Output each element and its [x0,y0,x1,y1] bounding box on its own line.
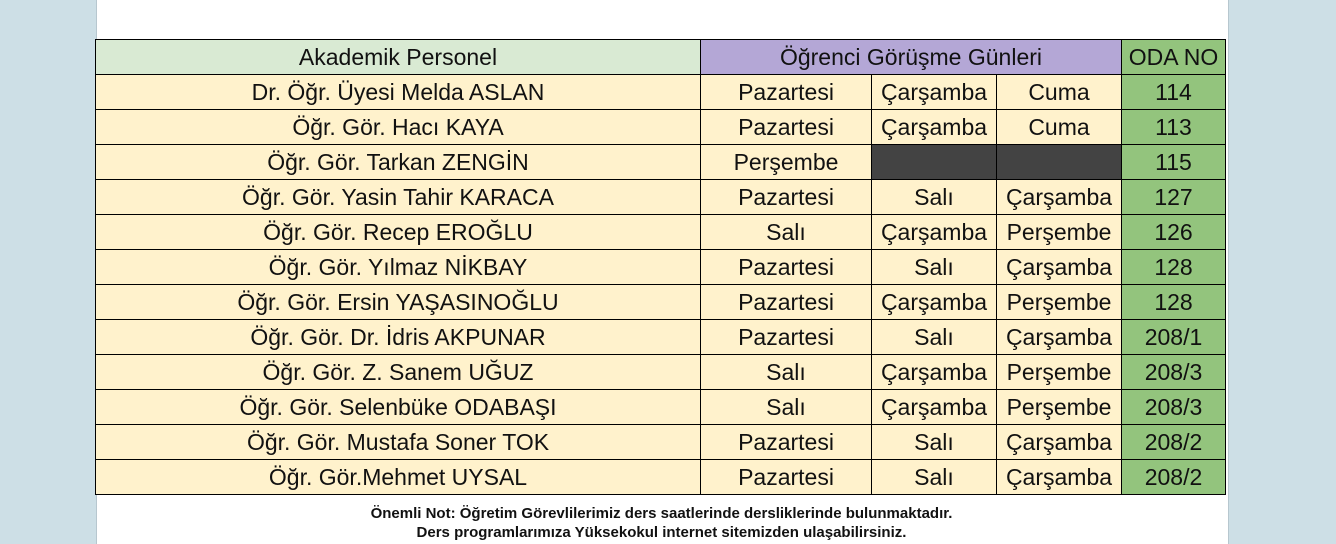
note-line-2: Ders programlarımıza Yüksekokul internet sitemizden ulaşabilirsiniz. [416,524,907,541]
table-row [96,285,1226,320]
important-note [96,504,1227,542]
meeting-day-cell: Pazartesi [701,320,872,355]
staff-name-cell: Öğr. Gör. Recep EROĞLU [96,215,701,250]
header-meeting-days: Öğrenci Görüşme Günleri [701,40,1122,75]
header-row [96,40,1226,75]
meeting-day-cell: Salı [701,390,872,425]
meeting-day-cell: Salı [701,355,872,390]
meeting-day-cell: Çarşamba [997,320,1122,355]
meeting-day-cell: Salı [872,320,997,355]
meeting-day-cell: Çarşamba [872,355,997,390]
table-row [96,215,1226,250]
staff-name-cell: Öğr. Gör. Selenbüke ODABAŞI [96,390,701,425]
staff-name-cell: Öğr. Gör. Dr. İdris AKPUNAR [96,320,701,355]
table-row [96,180,1226,215]
table-row [96,425,1226,460]
empty-day-cell [997,145,1122,180]
staff-name-cell: Öğr. Gör. Yasin Tahir KARACA [96,180,701,215]
room-number-cell: 128 [1122,250,1226,285]
table-row [96,250,1226,285]
meeting-day-cell: Salı [872,180,997,215]
meeting-day-cell: Perşembe [997,215,1122,250]
meeting-day-cell: Çarşamba [872,110,997,145]
meeting-day-cell: Cuma [997,110,1122,145]
meeting-day-cell: Pazartesi [701,250,872,285]
meeting-day-cell: Çarşamba [997,460,1122,495]
table-row [96,75,1226,110]
staff-name-cell: Öğr. Gör. Tarkan ZENGİN [96,145,701,180]
meeting-day-cell: Çarşamba [872,75,997,110]
meeting-day-cell: Perşembe [997,355,1122,390]
room-number-cell: 128 [1122,285,1226,320]
table-row [96,460,1226,495]
staff-name-cell: Dr. Öğr. Üyesi Melda ASLAN [96,75,701,110]
meeting-day-cell: Salı [872,250,997,285]
meeting-day-cell: Perşembe [997,390,1122,425]
staff-name-cell: Öğr. Gör. Hacı KAYA [96,110,701,145]
note-line-1: Önemli Not: Öğretim Görevlilerimiz ders saatlerinde dersliklerinde bulunmaktadır. [370,505,953,522]
empty-day-cell [872,145,997,180]
room-number-cell: 208/3 [1122,355,1226,390]
meeting-day-cell: Pazartesi [701,425,872,460]
table-row [96,110,1226,145]
meeting-day-cell: Çarşamba [997,250,1122,285]
meeting-day-cell: Salı [872,460,997,495]
meeting-day-cell: Çarşamba [872,285,997,320]
meeting-day-cell: Çarşamba [997,180,1122,215]
room-number-cell: 208/3 [1122,390,1226,425]
room-number-cell: 127 [1122,180,1226,215]
table-row [96,320,1226,355]
meeting-day-cell: Pazartesi [701,460,872,495]
meeting-day-cell: Pazartesi [701,285,872,320]
meeting-day-cell: Çarşamba [872,215,997,250]
table-row [96,390,1226,425]
header-academic-staff: Akademik Personel [96,40,701,75]
staff-name-cell: Öğr. Gör. Mustafa Soner TOK [96,425,701,460]
meeting-day-cell: Cuma [997,75,1122,110]
meeting-day-cell: Pazartesi [701,180,872,215]
meeting-day-cell: Çarşamba [997,425,1122,460]
room-number-cell: 126 [1122,215,1226,250]
table-row [96,145,1226,180]
office-hours-table [95,39,1226,495]
meeting-day-cell: Salı [701,215,872,250]
room-number-cell: 113 [1122,110,1226,145]
meeting-day-cell: Perşembe [701,145,872,180]
room-number-cell: 115 [1122,145,1226,180]
staff-name-cell: Öğr. Gör. Z. Sanem UĞUZ [96,355,701,390]
staff-name-cell: Öğr. Gör. Yılmaz NİKBAY [96,250,701,285]
staff-name-cell: Öğr. Gör. Ersin YAŞASINOĞLU [96,285,701,320]
header-room-no: ODA NO [1122,40,1226,75]
staff-name-cell: Öğr. Gör.Mehmet UYSAL [96,460,701,495]
meeting-day-cell: Çarşamba [872,390,997,425]
meeting-day-cell: Perşembe [997,285,1122,320]
room-number-cell: 208/1 [1122,320,1226,355]
meeting-day-cell: Pazartesi [701,75,872,110]
room-number-cell: 208/2 [1122,425,1226,460]
meeting-day-cell: Pazartesi [701,110,872,145]
meeting-day-cell: Salı [872,425,997,460]
table-row [96,355,1226,390]
room-number-cell: 208/2 [1122,460,1226,495]
room-number-cell: 114 [1122,75,1226,110]
